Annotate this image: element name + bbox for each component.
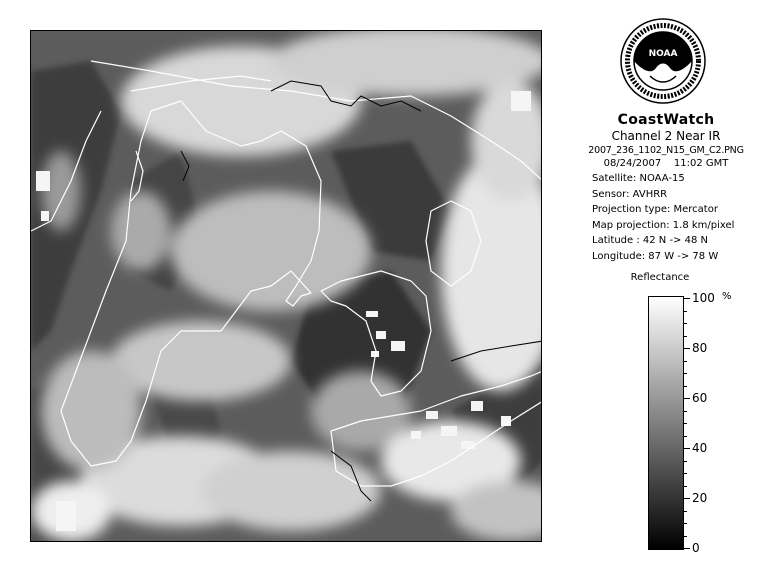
colorbar-minor-tick — [684, 386, 687, 387]
longitude-field: Longitude: 87 W -> 78 W — [592, 250, 719, 262]
colorbar-minor-tick — [684, 436, 687, 437]
sensor-field: Sensor: AVHRR — [592, 188, 668, 200]
map-projection-field: Map projection: 1.8 km/pixel — [592, 219, 735, 231]
colorbar-tick-mark — [684, 448, 690, 449]
colorbar-minor-tick — [684, 323, 687, 324]
colorbar-tick-label: 60 — [692, 391, 708, 405]
projection-type-field: Projection type: Mercator — [592, 204, 718, 215]
noaa-logo — [620, 18, 706, 104]
colorbar-tick-label: 40 — [692, 441, 708, 455]
colorbar-minor-tick — [684, 411, 687, 412]
colorbar-minor-tick — [684, 473, 687, 474]
colorbar-tick-mark — [684, 348, 690, 349]
colorbar-tick-label: 0 — [692, 541, 700, 555]
metadata-list — [592, 171, 766, 264]
colorbar-unit: % — [722, 291, 732, 302]
latitude-field: Latitude : 42 N -> 48 N — [592, 235, 708, 246]
colorbar-minor-tick — [684, 336, 687, 337]
channel-label: Channel 2 Near IR — [611, 129, 721, 143]
satellite-field: Satellite: NOAA-15 — [592, 173, 685, 184]
info-panel — [566, 112, 766, 264]
colorbar-tick-mark — [684, 398, 690, 399]
colorbar-tick-label: 20 — [692, 491, 708, 505]
colorbar-tick-mark — [684, 548, 690, 549]
colorbar-tick-mark — [684, 298, 690, 299]
colorbar-title: Reflectance — [630, 272, 690, 283]
colorbar-minor-tick — [684, 311, 687, 312]
acquisition-datetime: 08/24/2007 11:02 GMT — [603, 158, 729, 169]
satellite-map — [30, 30, 542, 542]
colorbar-minor-tick — [684, 423, 687, 424]
product-title: CoastWatch — [617, 112, 715, 128]
colorbar-minor-tick — [684, 523, 687, 524]
colorbar-minor-tick — [684, 461, 687, 462]
colorbar-minor-tick — [684, 361, 687, 362]
colorbar-minor-tick — [684, 373, 687, 374]
colorbar-tick-label: 80 — [692, 341, 708, 355]
colorbar-minor-tick — [684, 511, 687, 512]
noaa-logo-text: NOAA — [648, 49, 678, 59]
reflectance-colorbar — [648, 296, 684, 550]
map-imagery — [31, 31, 542, 542]
colorbar-minor-tick — [684, 536, 687, 537]
colorbar-tick-mark — [684, 498, 690, 499]
file-name: 2007_236_1102_N15_GM_C2.PNG — [588, 145, 744, 156]
colorbar-minor-tick — [684, 486, 687, 487]
colorbar-tick-label: 100 — [692, 291, 715, 305]
